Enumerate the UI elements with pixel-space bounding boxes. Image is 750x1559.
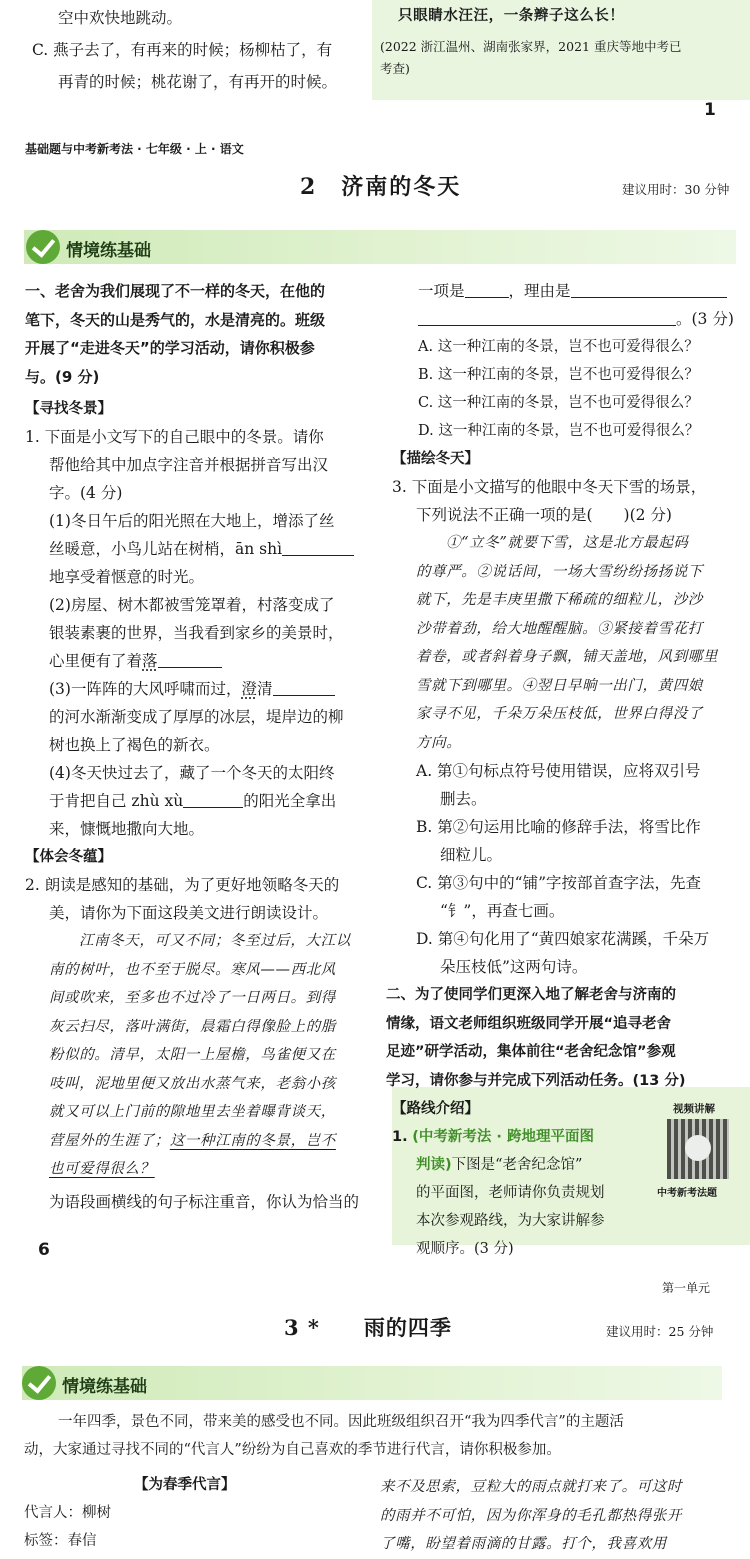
text-line: 树也换上了褐色的新衣。: [49, 736, 220, 754]
text-line: 1. 下面是小文写下的自己眼中的冬景。请你: [25, 428, 324, 446]
text-line: 间或吹来，至多也不过冷了一日两日。到得: [49, 990, 336, 1006]
text-line: 的平面图，老师请你负责规划: [416, 1185, 605, 1201]
left-column: [25, 277, 380, 1216]
option-b: B. 第②句运用比喻的修辞手法，将雪比作: [416, 818, 701, 836]
dotted-character: 澄: [241, 680, 257, 698]
text-line: 为语段画横线的句子标注重音，你认为恰当的: [49, 1192, 360, 1211]
new-exam-tag: 判读): [416, 1157, 452, 1173]
unit-label: 第一单元: [662, 1281, 711, 1295]
text-segment: (3)一阵阵的大风呼啸而过，: [49, 680, 242, 698]
exam-source-note-end: 考查): [380, 61, 410, 76]
text-line: 的尊严。②说话间，一场大雪纷纷扬扬说下: [416, 563, 703, 580]
text-segment: 的阳光全拿出: [243, 792, 337, 810]
text-segment: 丝暖意，小鸟儿站在树梢，ān shì: [49, 540, 283, 558]
answer-line-zhuoluo: [25, 647, 380, 675]
snow-passage: [392, 529, 737, 757]
text-line: 就又可以上门前的隙地里去坐着曝背谈天，: [49, 1104, 336, 1120]
section-two-intro: [386, 981, 737, 1095]
text-line: 字。(4 分): [49, 484, 123, 502]
intro-paragraph: [24, 1408, 729, 1464]
text-line: 足迹”研学活动，集体前往“老舍纪念馆”参观: [386, 1044, 676, 1060]
top-left-column: [22, 4, 367, 96]
qr-caption: 中考新考法题: [657, 1188, 717, 1199]
text-line: 只眼睛水汪汪，一条辫子这么长！: [398, 7, 625, 24]
text-line: 笔下，冬天的山是秀气的，水是清亮的。班级: [25, 310, 326, 329]
text-line: (1)冬日午后的阳光照在大地上，增添了丝: [49, 512, 335, 530]
new-exam-tag: (中考新考法 · 跨地理平面图: [412, 1129, 594, 1145]
checkmark-icon: [26, 230, 60, 264]
label-line: 标签：春信: [24, 1533, 97, 1549]
option-c: C. 这一种江南的冬景，岂不也可爱得很么？: [418, 395, 699, 411]
option-a: A. 第①句标点符号使用错误，应将双引号: [416, 762, 701, 780]
text-segment: ，理由是: [508, 282, 571, 300]
answer-line-zhuxu: [25, 787, 380, 815]
qr-code-icon[interactable]: [667, 1119, 729, 1179]
text-line: ①“立冬”就要下雪，这是北方最起码: [446, 535, 689, 551]
question-3-options: [392, 757, 737, 981]
text-line: 雪就下到哪里。④翌日早晌一出门，黄四娘: [416, 677, 703, 694]
checkmark-icon: [22, 1366, 56, 1400]
box-title: 【为春季代言】: [134, 1477, 236, 1493]
answer-blank[interactable]: [273, 680, 335, 696]
spring-box: [24, 1471, 374, 1555]
question-3: [392, 473, 737, 529]
text-line: 的河水渐渐变成了厚厚的冰层，堤岸边的柳: [49, 708, 344, 726]
text-line: 美，请你为下面这段美文进行朗读设计。: [49, 904, 329, 922]
text-line: 来不及思索，豆粒大的雨点就打来了。可这时: [380, 1479, 682, 1495]
text-line: 来，慷慨地撒向大地。: [49, 820, 205, 838]
option-c-cont: “钅”，再查七画。: [440, 902, 565, 920]
option-d-cont: 朵压枝低”这两句诗。: [440, 958, 588, 976]
lesson-title: 2 济南的冬天: [300, 174, 462, 200]
answer-line-chengqing: [25, 675, 380, 703]
text-line: 一年四季，景色不同，带来美的感受也不同。因此班级组织召开“我为四季代言”的主题活: [58, 1414, 624, 1430]
lesson-title: 3 * 雨的四季: [284, 1315, 452, 1340]
text-line: 粉似的。清早，太阳一上屋檐，鸟雀便又在: [49, 1047, 336, 1063]
text-line: 帮他给其中加点字注音并根据拼音写出汉: [49, 456, 329, 474]
answer-blank[interactable]: [571, 282, 727, 298]
text-segment: 心里便有了着: [49, 652, 143, 670]
option-d: D. 这一种江南的冬景，岂不也可爱得很么？: [418, 423, 700, 439]
option-c: C. 第③句中的“铺”字按部首查字法，先查: [416, 874, 702, 892]
page-number: 6: [38, 1240, 50, 1260]
text-line: 一、老舍为我们展现了不一样的冬天，在他的: [25, 282, 326, 300]
option-list: [392, 333, 737, 445]
text-line: 观顺序。(3 分): [416, 1241, 514, 1257]
text-line: 着卷，或者斜着身子飘，铺天盖地，风到哪里: [416, 649, 718, 665]
question-number: 1.: [392, 1129, 408, 1145]
text-line: 2. 朗读是感知的基础，为了更好地领略冬天的: [25, 876, 340, 894]
answer-blank[interactable]: [465, 282, 509, 298]
option-a-cont: 删去。: [440, 790, 487, 808]
text-line: 学习，请你参与并完成下列活动任务。(13 分): [386, 1072, 686, 1089]
text-segment: 一项是: [418, 282, 465, 300]
answer-line-reason: [392, 305, 737, 333]
tag-feel-winter: 【体会冬蕴】: [25, 849, 112, 865]
option-b: B. 这一种江南的冬景，岂不也可爱得很么？: [418, 367, 699, 383]
text-line: 情缘，语文老师组织班级同学开展“追寻老舍: [386, 1015, 672, 1032]
answer-line-choice: [392, 277, 737, 305]
text-line: 吱叫，泥地里便又放出水蒸气来，老翁小孩: [49, 1075, 336, 1092]
middle-page: [0, 132, 750, 1274]
text-line: 沙带着劲，给大地醒醒脑。③紧接着雪花打: [416, 620, 703, 637]
text-line: (4)冬天快过去了，藏了一个冬天的太阳终: [49, 764, 335, 782]
rain-passage: [380, 1473, 730, 1559]
section-one-intro: [25, 277, 380, 391]
option-b-cont: 细粒儿。: [440, 846, 503, 864]
text-line: 下列说法不正确一项的是( )(2 分): [416, 506, 672, 524]
text-line: 动，大家通过寻找不同的“代言人”纷纷为自己喜欢的季节进行代言，请你积极参加。: [24, 1442, 561, 1458]
text-line: 地享受着惬意的时光。: [49, 568, 205, 586]
option-d: D. 第④句化用了“黄四娘家花满蹊，千朵万: [416, 930, 710, 948]
text-line: 3. 下面是小文描写的他眼中冬天下雪的场景，: [392, 478, 707, 496]
text-line: 与。(9 分): [25, 367, 100, 386]
answer-blank[interactable]: [282, 540, 354, 556]
text-line: 空中欢快地跳动。: [58, 9, 183, 27]
option-c-line: C. 燕子去了，有再来的时候；杨柳枯了，有: [32, 41, 333, 59]
tag-route-intro: 【路线介绍】: [392, 1101, 479, 1117]
answer-blank[interactable]: [158, 652, 222, 668]
text-line: 二、为了使同学们更深入地了解老舍与济南的: [386, 987, 676, 1003]
dotted-character: 落: [142, 652, 158, 670]
text-line: 方向。: [416, 734, 462, 751]
text-segment: 下图是“老舍纪念馆”: [451, 1157, 583, 1173]
question-1: [25, 423, 380, 843]
page-number: 1: [704, 100, 716, 120]
top-right-green-box: [372, 0, 750, 100]
answer-blank[interactable]: [418, 310, 676, 326]
text-line: 江南冬天，可又不同；冬至过后，大江以: [79, 933, 351, 949]
top-page-fragment: [0, 0, 750, 125]
question-2: [25, 871, 380, 927]
reading-passage: [25, 927, 380, 1184]
suggested-time: 建议用时：25 分钟: [606, 1324, 714, 1339]
text-segment: 营屋外的生涯了；: [49, 1132, 170, 1149]
answer-blank[interactable]: [183, 792, 243, 808]
book-header: 基础题与中考新考法 · 七年级 · 上 · 语文: [25, 142, 244, 156]
section-label: 情境练基础: [62, 1377, 147, 1397]
text-segment: 于肯把自己 zhù xù: [49, 792, 184, 810]
text-line: 南的树叶，也不至于脱尽。寒风——西北风: [49, 961, 336, 978]
underlined-sentence: 这一种江南的冬景，岂不: [169, 1132, 336, 1149]
text-line: 银装素裹的世界，当我看到家乡的美景时，: [49, 624, 344, 642]
option-a: A. 这一种江南的冬景，岂不也可爱得很么？: [418, 339, 699, 355]
tag-describe-winter: 【描绘冬天】: [392, 451, 479, 467]
text-line: 开展了“走进冬天”的学习活动，请你积极参: [25, 339, 315, 357]
tag-find-winter: 【寻找冬景】: [25, 401, 112, 417]
video-label: 视频讲解: [673, 1103, 715, 1115]
text-line: [49, 1127, 380, 1156]
text-line: 的雨并不可怕，因为你浑身的毛孔都热得张开: [380, 1507, 682, 1524]
answer-line-an-shi: [25, 535, 380, 563]
text-line: 家寻不见，千朵万朵压枝低，世界白得没了: [416, 706, 703, 722]
text-segment: 。(3 分): [676, 310, 734, 328]
suggested-time: 建议用时：30 分钟: [622, 182, 730, 197]
text-line: 了嘴，盼望着雨滴的甘露。打个，我喜欢用: [380, 1536, 667, 1552]
text-line: 就下，先是丰庚里撒下稀疏的细粒儿，沙沙: [416, 592, 703, 608]
text-line: 灰云扫尽，落叶满街，晨霜白得像脸上的脂: [49, 1018, 336, 1035]
spokesperson-line: 代言人：柳树: [24, 1505, 111, 1521]
text-line: 本次参观路线，为大家讲解参: [416, 1213, 605, 1229]
text-line: 再青的时候；桃花谢了，有再开的时候。: [58, 73, 338, 91]
bottom-page: [0, 1274, 750, 1552]
underlined-sentence: 也可爱得很么？: [49, 1161, 155, 1177]
text-line: (2)房屋、树木都被雪笼罩着，村落变成了: [49, 596, 335, 614]
section-label: 情境练基础: [66, 241, 151, 261]
text-segment: 清: [256, 680, 273, 698]
exam-source-note: (2022 浙江温州、湖南张家界，2021 重庆等地中考已: [380, 39, 682, 54]
